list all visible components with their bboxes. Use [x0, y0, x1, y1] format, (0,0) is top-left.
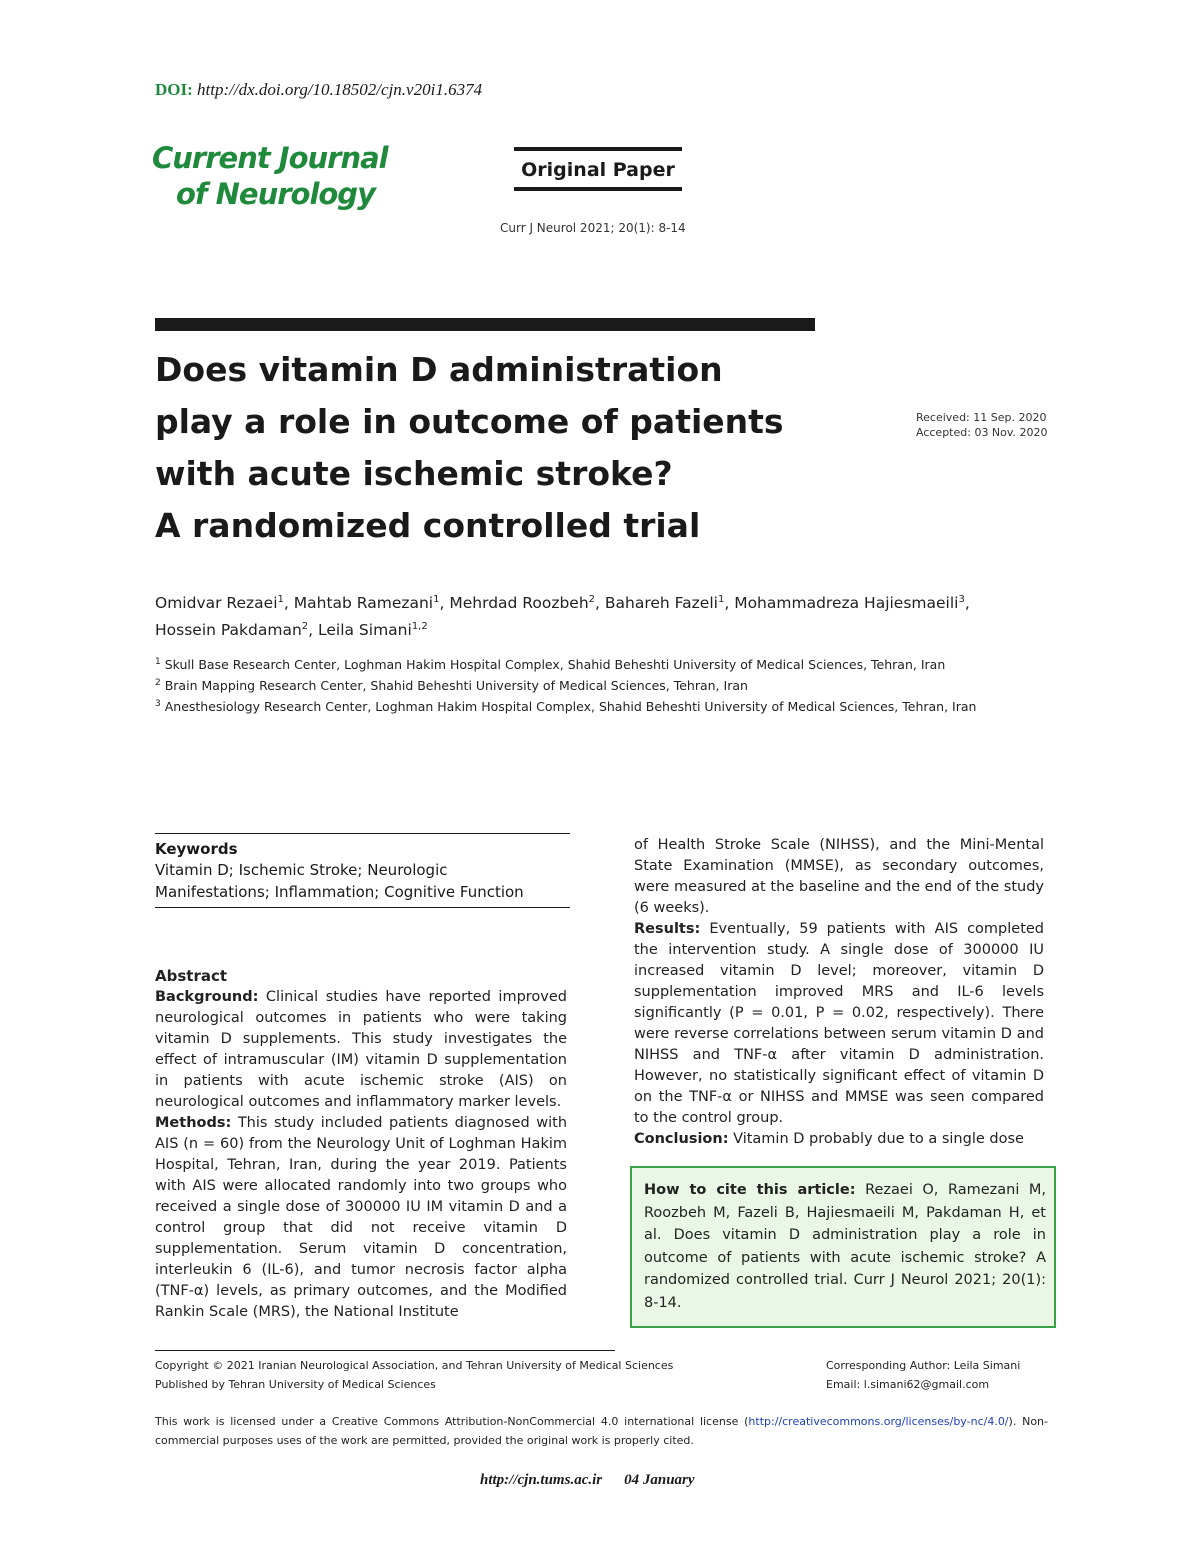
- article-dates: [916, 410, 1048, 440]
- affiliation-text: Anesthesiology Research Center, Loghman Hakim Hospital Complex, Shahid Beheshti University of Medical Sciences, Tehran, Iran: [164, 699, 977, 715]
- author-affil-sup: 2: [301, 621, 309, 633]
- received-date: Received: 11 Sep. 2020: [916, 411, 1047, 424]
- journal-name-line2: of Neurology: [176, 177, 375, 211]
- author-sep: ,: [595, 594, 605, 613]
- methods-continued: of Health Stroke Scale (NIHSS), and the Mini-Mental State Examination (MMSE), as secondary outcomes, were measured at the baseline and the end of the study (6 weeks).: [634, 837, 1044, 916]
- author-sep: ,: [308, 621, 318, 640]
- affiliation-item: [155, 695, 1055, 716]
- author-name: Hossein Pakdaman: [155, 621, 302, 640]
- copyright-block: [155, 1356, 673, 1394]
- author-affil-sup: 1: [277, 594, 284, 605]
- doi-link[interactable]: http://dx.doi.org/10.18502/cjn.v20i1.6374: [197, 80, 483, 99]
- journal-name-line1: Current Journal: [152, 141, 388, 175]
- corresponding-author: Corresponding Author: Leila Simani: [826, 1359, 1021, 1372]
- page-footer: [480, 1472, 695, 1489]
- author-affil-sup: 1,2: [411, 621, 428, 633]
- keywords-box: [155, 833, 570, 908]
- abstract-conclusion: [634, 1129, 1044, 1150]
- license-post: ). Non-commercial purposes uses of the work are permitted, provided the original work is properly cited.: [155, 1415, 1048, 1447]
- doi-line: [155, 80, 482, 100]
- publisher-text: Published by Tehran University of Medical Sciences: [155, 1378, 436, 1391]
- cite-label: How to cite this article:: [644, 1182, 856, 1198]
- article-title: [155, 344, 855, 552]
- license-link[interactable]: http://creativecommons.org/licenses/by-nc/4.0/: [748, 1415, 1009, 1428]
- author-sep: ,: [964, 594, 970, 613]
- corresponding-block: [826, 1356, 1020, 1394]
- methods-label: Methods:: [155, 1115, 232, 1131]
- author-sep: ,: [283, 594, 294, 613]
- license-pre: This work is licensed under a Creative Commons Attribution-NonCommercial 4.0 international license (: [155, 1415, 749, 1428]
- license-text: [155, 1412, 1048, 1450]
- affiliation-item: [155, 653, 1055, 674]
- author-name: Leila Simani: [318, 621, 412, 640]
- corresponding-email[interactable]: Email: l.simani62@gmail.com: [826, 1378, 990, 1391]
- author-sep: ,: [439, 594, 450, 613]
- abstract-column-2: [634, 835, 1044, 1150]
- author-name: Mahtab Ramezani: [293, 594, 434, 613]
- footer-divider: [155, 1350, 615, 1351]
- copyright-text: Copyright © 2021 Iranian Neurological Association, and Tehran University of Medical Sciences: [155, 1359, 674, 1372]
- author-name: Bahareh Fazeli: [604, 594, 718, 613]
- author-affil-sup: 1: [717, 594, 725, 605]
- methods-text: This study included patients diagnosed with AIS (n = 60) from the Neurology Unit of Loghman Hakim Hospital, Tehran, Iran, during the year 2019. Patients with AIS were allocated randomly into two groups who received a single dose of 300000 IU IM vitamin D and a control group that did not receive vitamin D supplementation. Serum vitamin D concentration, interleukin 6 (IL-6), and tumor necrosis factor alpha (TNF-α) levels, as primary outcomes, and the Modified Rankin Scale (MRS), the National Institute: [155, 1115, 568, 1320]
- site-url[interactable]: http://cjn.tums.ac.ir: [480, 1472, 603, 1488]
- title-line: A randomized controlled trial: [155, 506, 701, 545]
- abstract-heading: Abstract: [155, 967, 228, 985]
- affiliation-item: [155, 674, 1055, 695]
- conclusion-text: Vitamin D probably due to a single dose: [733, 1131, 1024, 1147]
- affiliation-sup: 1: [155, 657, 161, 667]
- abstract-results: [634, 919, 1044, 1129]
- author-sep: ,: [724, 594, 735, 613]
- author-affil-sup: 3: [958, 594, 965, 605]
- affiliation-sup: 2: [155, 678, 161, 689]
- author-name: Omidvar Rezaei: [155, 594, 278, 613]
- keywords-line: Manifestations; Inflammation; Cognitive Function: [155, 883, 524, 901]
- author-name: Mehrdad Roozbeh: [449, 594, 589, 613]
- title-line: with acute ischemic stroke?: [155, 454, 673, 493]
- abstract-methods: [155, 1113, 567, 1323]
- background-text: Clinical studies have reported improved neurological outcomes in patients who were taking vitamin D supplements. This study investigates the effect of intramuscular (IM) vitamin D supplementation in patients with acute ischemic stroke (AIS) on neurological outcomes and inflammatory marker levels.: [155, 989, 567, 1110]
- citation-line: Curr J Neurol 2021; 20(1): 8-14: [500, 221, 686, 235]
- doi-label: DOI:: [155, 80, 193, 99]
- how-to-cite-box: [630, 1166, 1056, 1328]
- author-affil-sup: 1: [433, 594, 440, 605]
- title-line: play a role in outcome of patients: [155, 402, 784, 441]
- background-label: Background:: [155, 989, 259, 1005]
- affiliation-text: Skull Base Research Center, Loghman Hakim Hospital Complex, Shahid Beheshti University of Medical Sciences, Tehran, Iran: [164, 657, 946, 673]
- abstract-background: [155, 987, 567, 1113]
- accepted-date: Accepted: 03 Nov. 2020: [916, 426, 1048, 439]
- affiliation-sup: 3: [155, 699, 161, 710]
- affiliation-text: Brain Mapping Research Center, Shahid Beheshti University of Medical Sciences, Tehran, Iran: [164, 678, 748, 694]
- author-name: Mohammadreza Hajiesmaeili: [734, 594, 959, 613]
- issue-date: 04 January: [624, 1472, 695, 1488]
- keywords-line: Vitamin D; Ischemic Stroke; Neurologic: [155, 861, 448, 879]
- results-label: Results:: [634, 921, 701, 937]
- author-list: [155, 588, 1035, 642]
- affiliation-list: [155, 653, 1055, 716]
- title-line: Does vitamin D administration: [155, 350, 723, 389]
- cite-text: Rezaei O, Ramezani M, Roozbeh M, Fazeli B, Hajiesmaeili M, Pakdaman H, et al. Does vitamin D administration play a role in outcome of patients with acute ischemic stroke? A randomized controlled trial. Curr J Neurol 2021; 20(1): 8-14.: [644, 1182, 1047, 1311]
- paper-type-badge: Original Paper: [514, 147, 682, 191]
- title-divider: [155, 318, 815, 331]
- abstract-column-1: [155, 966, 567, 1323]
- conclusion-label: Conclusion:: [634, 1131, 729, 1147]
- keywords-heading: Keywords: [155, 840, 238, 858]
- results-text: Eventually, 59 patients with AIS completed the intervention study. A single dose of 300000 IU increased vitamin D level; moreover, vitamin D supplementation improved MRS and IL-6 levels significantly (P = 0.01, P = 0.02, respectively). There were reverse correlations between serum vitamin D and NIHSS and TNF-α after vitamin D administration. However, no statistically significant effect of vitamin D on the TNF-α or NIHSS and MMSE was seen compared to the control group.: [634, 921, 1045, 1126]
- journal-logo: [152, 140, 388, 212]
- author-affil-sup: 2: [588, 594, 596, 605]
